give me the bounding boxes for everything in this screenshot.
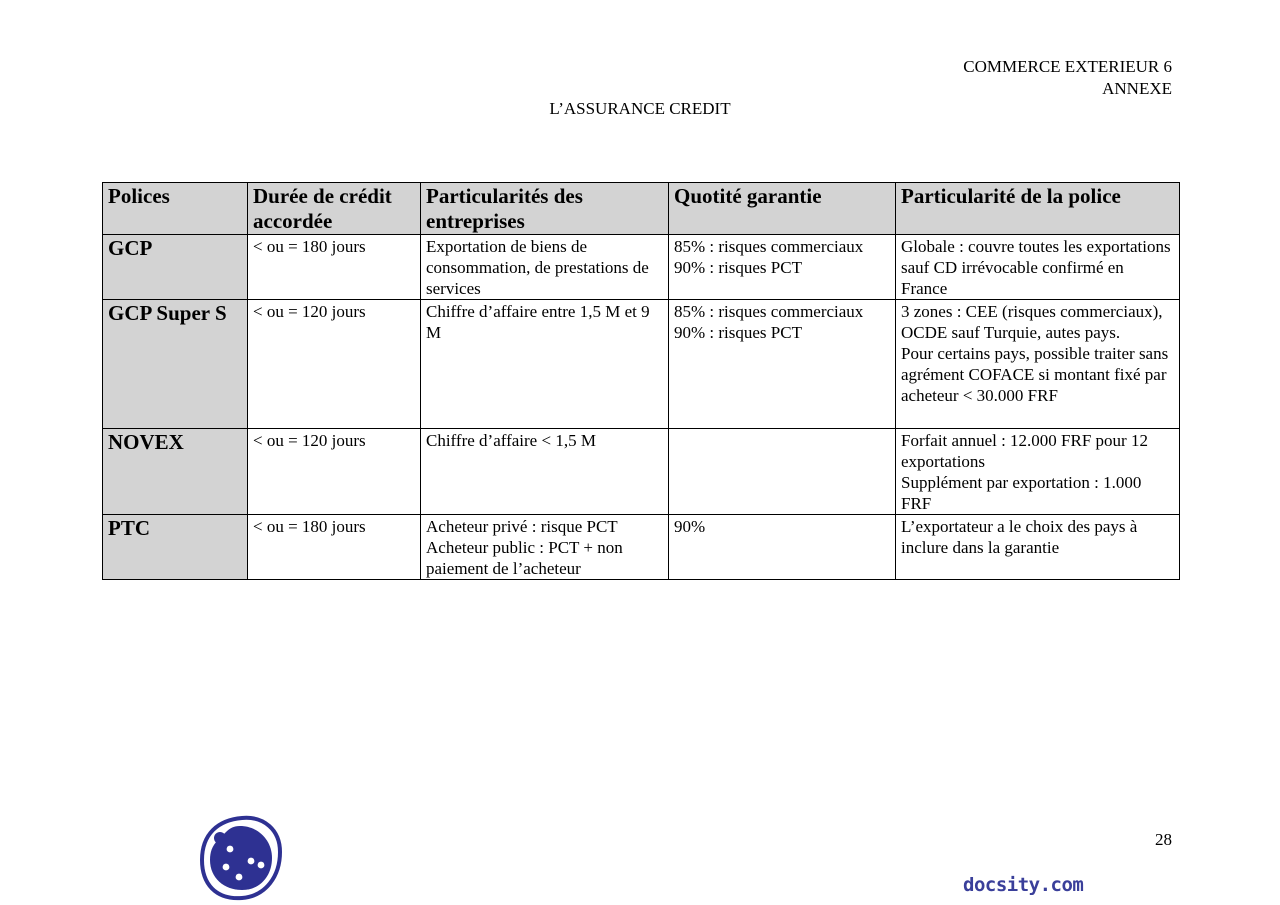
duree-cell: < ou = 180 jours <box>248 515 421 580</box>
quotite-cell <box>669 300 896 429</box>
policy-name-cell: GCP Super S <box>103 300 248 429</box>
quotite-cell <box>669 515 896 580</box>
policy-name-cell: NOVEX <box>103 429 248 515</box>
quotite-line: 90% : risques PCT <box>674 323 802 342</box>
entreprises-cell: Exportation de biens de consommation, de prestations de services <box>421 235 669 300</box>
entreprises-cell <box>421 515 669 580</box>
policies-table <box>102 182 1180 580</box>
table-row <box>103 515 1180 580</box>
particularite-cell <box>896 300 1180 429</box>
particularite-line: 3 zones : CEE (risques commerciaux), OCDE sauf Turquie, autes pays. <box>901 302 1163 342</box>
quotite-line: 85% : risques commerciaux <box>674 237 864 256</box>
entreprises-line: Acheteur privé : risque PCT <box>426 517 618 536</box>
particularite-line: Supplément par exportation : 1.000 FRF <box>901 473 1142 513</box>
quotite-line: 90% <box>674 517 706 536</box>
table-row <box>103 235 1180 300</box>
entreprises-line: Acheteur public : PCT + non paiement de l’acheteur <box>426 538 623 578</box>
document-header <box>963 56 1172 100</box>
particularite-cell <box>896 429 1180 515</box>
column-header-entreprises: Particularités des entreprises <box>421 183 669 235</box>
docsity-brand-link[interactable]: docsity.com <box>963 874 1084 896</box>
section-label: ANNEXE <box>1102 79 1172 98</box>
duree-cell: < ou = 120 jours <box>248 300 421 429</box>
policy-name-cell: GCP <box>103 235 248 300</box>
column-header-quotite: Quotité garantie <box>669 183 896 235</box>
particularite-cell <box>896 515 1180 580</box>
particularite-line: Pour certains pays, possible traiter sans agrément COFACE si montant fixé par acheteur < 30.000 FRF <box>901 344 1169 405</box>
particularite-line: Globale : couvre toutes les exportations sauf CD irrévocable confirmé en France <box>901 237 1171 298</box>
page-number: 28 <box>1155 830 1172 849</box>
table-row <box>103 300 1180 429</box>
entreprises-cell: Chiffre d’affaire < 1,5 M <box>421 429 669 515</box>
duree-cell: < ou = 120 jours <box>248 429 421 515</box>
particularite-line: Forfait annuel : 12.000 FRF pour 12 exportations <box>901 431 1148 471</box>
particularite-cell <box>896 235 1180 300</box>
table-row <box>103 429 1180 515</box>
docsity-logo-icon <box>196 812 286 902</box>
entreprises-cell: Chiffre d’affaire entre 1,5 M et 9 M <box>421 300 669 429</box>
policy-name-cell: PTC <box>103 515 248 580</box>
quotite-cell <box>669 429 896 515</box>
page-title: L’ASSURANCE CREDIT <box>549 99 731 118</box>
particularite-line: L’exportateur a le choix des pays à inclure dans la garantie <box>901 517 1138 557</box>
duree-cell: < ou = 180 jours <box>248 235 421 300</box>
quotite-cell <box>669 235 896 300</box>
column-header-particularite: Particularité de la police <box>896 183 1180 235</box>
quotite-line: 90% : risques PCT <box>674 258 802 277</box>
column-header-duree: Durée de crédit accordée <box>248 183 421 235</box>
table-header-row <box>103 183 1180 235</box>
column-header-polices: Polices <box>103 183 248 235</box>
quotite-line: 85% : risques commerciaux <box>674 302 864 321</box>
course-title: COMMERCE EXTERIEUR 6 <box>963 57 1172 76</box>
